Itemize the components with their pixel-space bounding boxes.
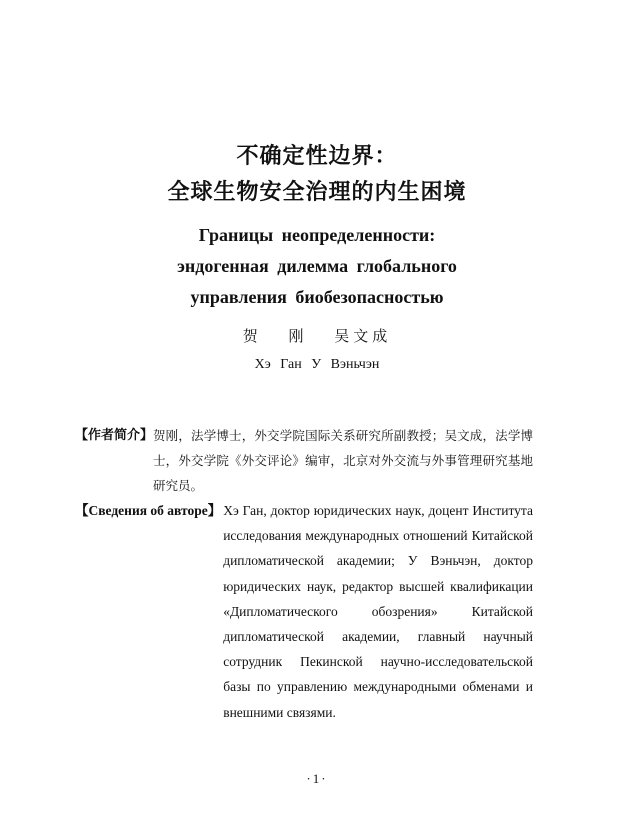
author-bio-ru-label: 【Сведения об авторе】 bbox=[75, 503, 222, 518]
title-zh-line-2: 全球生物安全治理的内生困境 bbox=[167, 179, 467, 205]
title-ru-line-2: эндогенная дилемма глобального bbox=[177, 256, 457, 276]
authors-zh: 贺 刚 吴文成 bbox=[242, 327, 392, 345]
title-zh-line-1: 不确定性边界： bbox=[236, 143, 398, 169]
author-bio-zh bbox=[75, 423, 533, 498]
title-ru-line-3: управления биобезопасностью bbox=[190, 287, 444, 307]
author-bio-ru-text: Хэ Ган, доктор юридических наук, доцент Института исследования международных отношений Китайской дипломатической академии; У Вэньчэн, доктор юридических наук, редактор высшей квалификации «Дипломатического обозрения» Китайской дипломатической академии, главный научный сотрудник Пекинской научно-исследовательской базы по управлению международными обменами и внешними связями. bbox=[223, 503, 533, 720]
authors bbox=[0, 325, 634, 375]
article-title bbox=[0, 138, 634, 313]
author-bio-zh-text: 贺刚，法学博士，外交学院国际关系研究所副教授；吴文成，法学博士，外交学院《外交评论》编审，北京对外交流与外事管理研究基地研究员。 bbox=[153, 428, 533, 493]
author-bio-ru bbox=[75, 498, 533, 725]
author-bio-zh-label: 【作者简介】 bbox=[75, 428, 154, 443]
page-number: ·1· bbox=[306, 771, 328, 786]
authors-ru: Хэ Ган У Вэньчэн bbox=[254, 357, 380, 372]
title-ru bbox=[0, 220, 634, 313]
title-ru-line-1: Границы неопределенности: bbox=[198, 225, 436, 245]
